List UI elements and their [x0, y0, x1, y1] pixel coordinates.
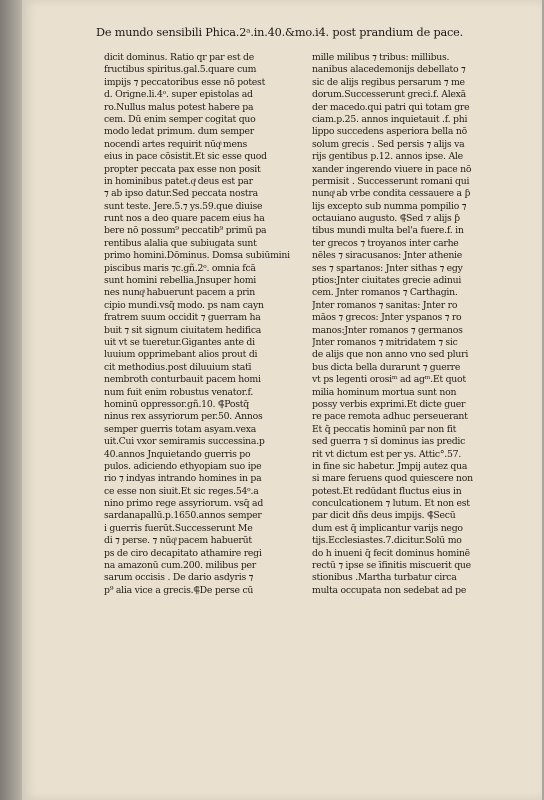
text-line: nino primo rege assyriorum. vsq̄ ad: [104, 498, 264, 510]
text-line: rio ⁊ indyas intrando homines in pa: [104, 473, 262, 485]
text-line: ro.Nullus malus potest habere pa: [104, 101, 254, 113]
text-line: ce esse non siuit.Et sic reges.54ᵒ.a: [104, 485, 259, 497]
text-line: 40.annos Jnquietando guerris po: [104, 448, 251, 460]
text-line: rectū ⁊ ipse se īfinitis miscuerit que: [312, 560, 471, 572]
text-line: potest.Et redūdant fluctus eius in: [312, 485, 462, 497]
text-line: sic de alijs regibus persarum ⁊ me: [312, 76, 465, 88]
text-line: fructibus spiritus.gal.5.quare cum: [104, 64, 257, 76]
text-line: fratrem suum occidit ⁊ guerram ha: [104, 312, 261, 324]
text-line: num fuit enim robustus venator.f.: [104, 386, 254, 398]
text-line: par dicit dñs deus impijs. ⸿Secū: [312, 510, 456, 522]
text-line: de alijs que non anno vno sed pluri: [312, 349, 469, 361]
text-line: multa occupata non sedebat ad pe: [312, 584, 467, 596]
text-line: semper guerris totam asyam.vexa: [104, 423, 257, 435]
text-line: nes nunqͣ habuerunt pacem a prin: [104, 287, 255, 299]
text-line: runt nos a deo quare pacem eius ha: [104, 213, 265, 225]
text-line: sunt teste. Jere.5.⁊ ys.59.que diuise: [104, 200, 263, 212]
right-text-column: [312, 52, 524, 597]
text-line: Et q̄ peccatis hominū par non fit: [312, 423, 457, 435]
text-line: i guerris fuerūt.Successerunt Me: [104, 522, 253, 534]
text-line: ps de ciro decapitato athamire regi: [104, 547, 262, 559]
text-line: in hominibus patet.qͣ deus est par: [104, 175, 253, 187]
text-line: nunqͣ ab vrbe condita cessauere a ƥ: [312, 188, 471, 200]
text-line: bus dicta bella durarunt ⁊ guerre: [312, 361, 461, 373]
text-line: tibus mundi multa bel'a fuere.f. in: [312, 225, 464, 237]
text-line: Jnter romanos ⁊ sanitas: Jnter ro: [312, 299, 458, 311]
text-line: dum est q̄ implicantur varijs nego: [312, 522, 463, 534]
text-line: sardanapallū.p.1650.annos semper: [104, 510, 262, 522]
text-line: sed guerra ⁊ sī dominus ias predic: [312, 436, 466, 448]
text-line: lippo succedens asperiora bella nō: [312, 126, 467, 138]
text-line: rijs gentibus p.12. annos ipse. Ale: [312, 151, 463, 163]
text-line: eius in pace cōsistit.Et sic esse quod: [104, 151, 267, 163]
text-line: propter peccata pax esse non posit: [104, 163, 261, 175]
text-line: nocendi artes requirit nūqͣ mens: [104, 138, 247, 150]
text-line: uit vt se tueretur.Gigantes ante di: [104, 336, 255, 348]
book-gutter-shadow: [0, 0, 22, 800]
text-line: di ⁊ perse. ⁊ nūqͣ pacem habuerūt: [104, 535, 252, 547]
text-line: nembroth conturbauit pacem homi: [104, 374, 261, 386]
text-line: Jnter romanos ⁊ mitridatem ⁊ sic: [312, 336, 458, 348]
left-text-column: [104, 52, 304, 597]
text-line: in fine sic habetur. Jmpij autez qua: [312, 460, 468, 472]
text-line: octauiano augusto. ⸿Sed ⁊ alijs ƥ: [312, 213, 460, 225]
text-line: pulos. adiciendo ethyopiam suo ipe: [104, 460, 262, 472]
text-line: milia hominum mortua sunt non: [312, 386, 457, 398]
text-line: cipio mundi.vsq̄ modo. ps nam cayn: [104, 299, 264, 311]
text-line: vt ps legenti orosiᵐ ad agᵐ.Et quot: [312, 374, 466, 386]
text-line: cem. Dū enim semper cogitat quo: [104, 113, 256, 125]
text-line: tijs.Ecclesiastes.7.dicitur.Solū mo: [312, 535, 462, 547]
text-line: re pace remota adhuc perseuerant: [312, 411, 468, 423]
text-line: rentibus alalia que subiugata sunt: [104, 237, 257, 249]
text-line: nēles ⁊ siracusanos: Jnter athenie: [312, 250, 463, 262]
text-line: mille milibus ⁊ tribus: millibus.: [312, 52, 450, 63]
text-line: cit methodius.post diluuium statī: [104, 361, 252, 373]
text-line: sarum occisis . De dario asdyris ⁊: [104, 572, 254, 584]
text-line: stionibus .Martha turbatur circa: [312, 572, 457, 584]
text-line: ter grecos ⁊ troyanos inter carhe: [312, 237, 459, 249]
text-line: ciam.p.25. annos inquietauit .f. phi: [312, 113, 468, 125]
text-line: ⁊ ab ipso datur.Sed peccata nostra: [104, 188, 258, 200]
text-line: ses ⁊ spartanos: Jnter sithas ⁊ egy: [312, 262, 463, 274]
text-line: hominū oppressor.gñ.10. ⸿Postq̄: [104, 398, 249, 410]
text-line: uit.Cui vxor semiramis successina.p: [104, 436, 265, 448]
running-header: De mundo sensibili Phica.2ᵃ.in.40.&mo.i4. post prandium de pace.: [96, 26, 464, 39]
text-line: manos:Jnter romanos ⁊ germanos: [312, 324, 463, 336]
text-line: conculcationem ⁊ lutum. Et non est: [312, 498, 470, 510]
text-line: d. Origne.li.4ᵒ. super epistolas ad: [104, 89, 253, 101]
text-line: ninus rex assyriorum per.50. Annos: [104, 411, 263, 423]
text-line: solum grecis . Sed persis ⁊ alijs va: [312, 138, 465, 150]
text-line: do h inueni q̄ fecit dominus hominē: [312, 547, 470, 559]
text-line: xander ingerendo viuere in pace nō: [312, 163, 472, 175]
text-line: sunt homini rebellia.Jnsuper homi: [104, 275, 256, 287]
text-line: piscibus maris ⁊c.gñ.2ᵒ. omnia fcā: [104, 262, 256, 274]
text-line: rit vt dictum est per ys. Attic°.57.: [312, 448, 462, 460]
text-line: primo homini.Dōminus. Domsa subiūmini: [104, 250, 290, 262]
text-line: nanibus alacedemonijs debellato ⁊: [312, 64, 466, 76]
text-line: possy verbis exprimi.Et dicte guer: [312, 398, 466, 410]
text-line: bere nō possum⁹ peccatib⁹ primū pa: [104, 225, 267, 237]
text-line: impijs ⁊ peccatoribus esse nō potest: [104, 76, 266, 88]
text-line: buit ⁊ sit signum ciuitatem hedifica: [104, 324, 262, 336]
text-line: māos ⁊ grecos: Jnter yspanos ⁊ ro: [312, 312, 462, 324]
text-line: dorum.Successerunt greci.f. Alexā: [312, 89, 466, 101]
text-line: cem. Jnter romanos ⁊ Carthagin.: [312, 287, 458, 299]
text-line: na amazonū cum.200. milibus per: [104, 560, 256, 572]
text-line: luuium opprimebant alios prout di: [104, 349, 258, 361]
text-line: lijs excepto sub numma pompilio ⁊: [312, 200, 467, 212]
text-line: dicit dominus. Ratio qr par est de: [104, 52, 254, 63]
text-line: p⁹ alia vice a grecis.⸿De perse cū: [104, 584, 254, 596]
text-line: der macedo.qui patri qui totam gre: [312, 101, 470, 113]
text-line: si mare feruens quod quiescere non: [312, 473, 473, 485]
text-line: modo ledat primum. dum semper: [104, 126, 254, 138]
text-line: permisit . Successerunt romani qui: [312, 175, 470, 187]
text-line: ptios:Jnter ciuitates grecie adinui: [312, 275, 462, 287]
